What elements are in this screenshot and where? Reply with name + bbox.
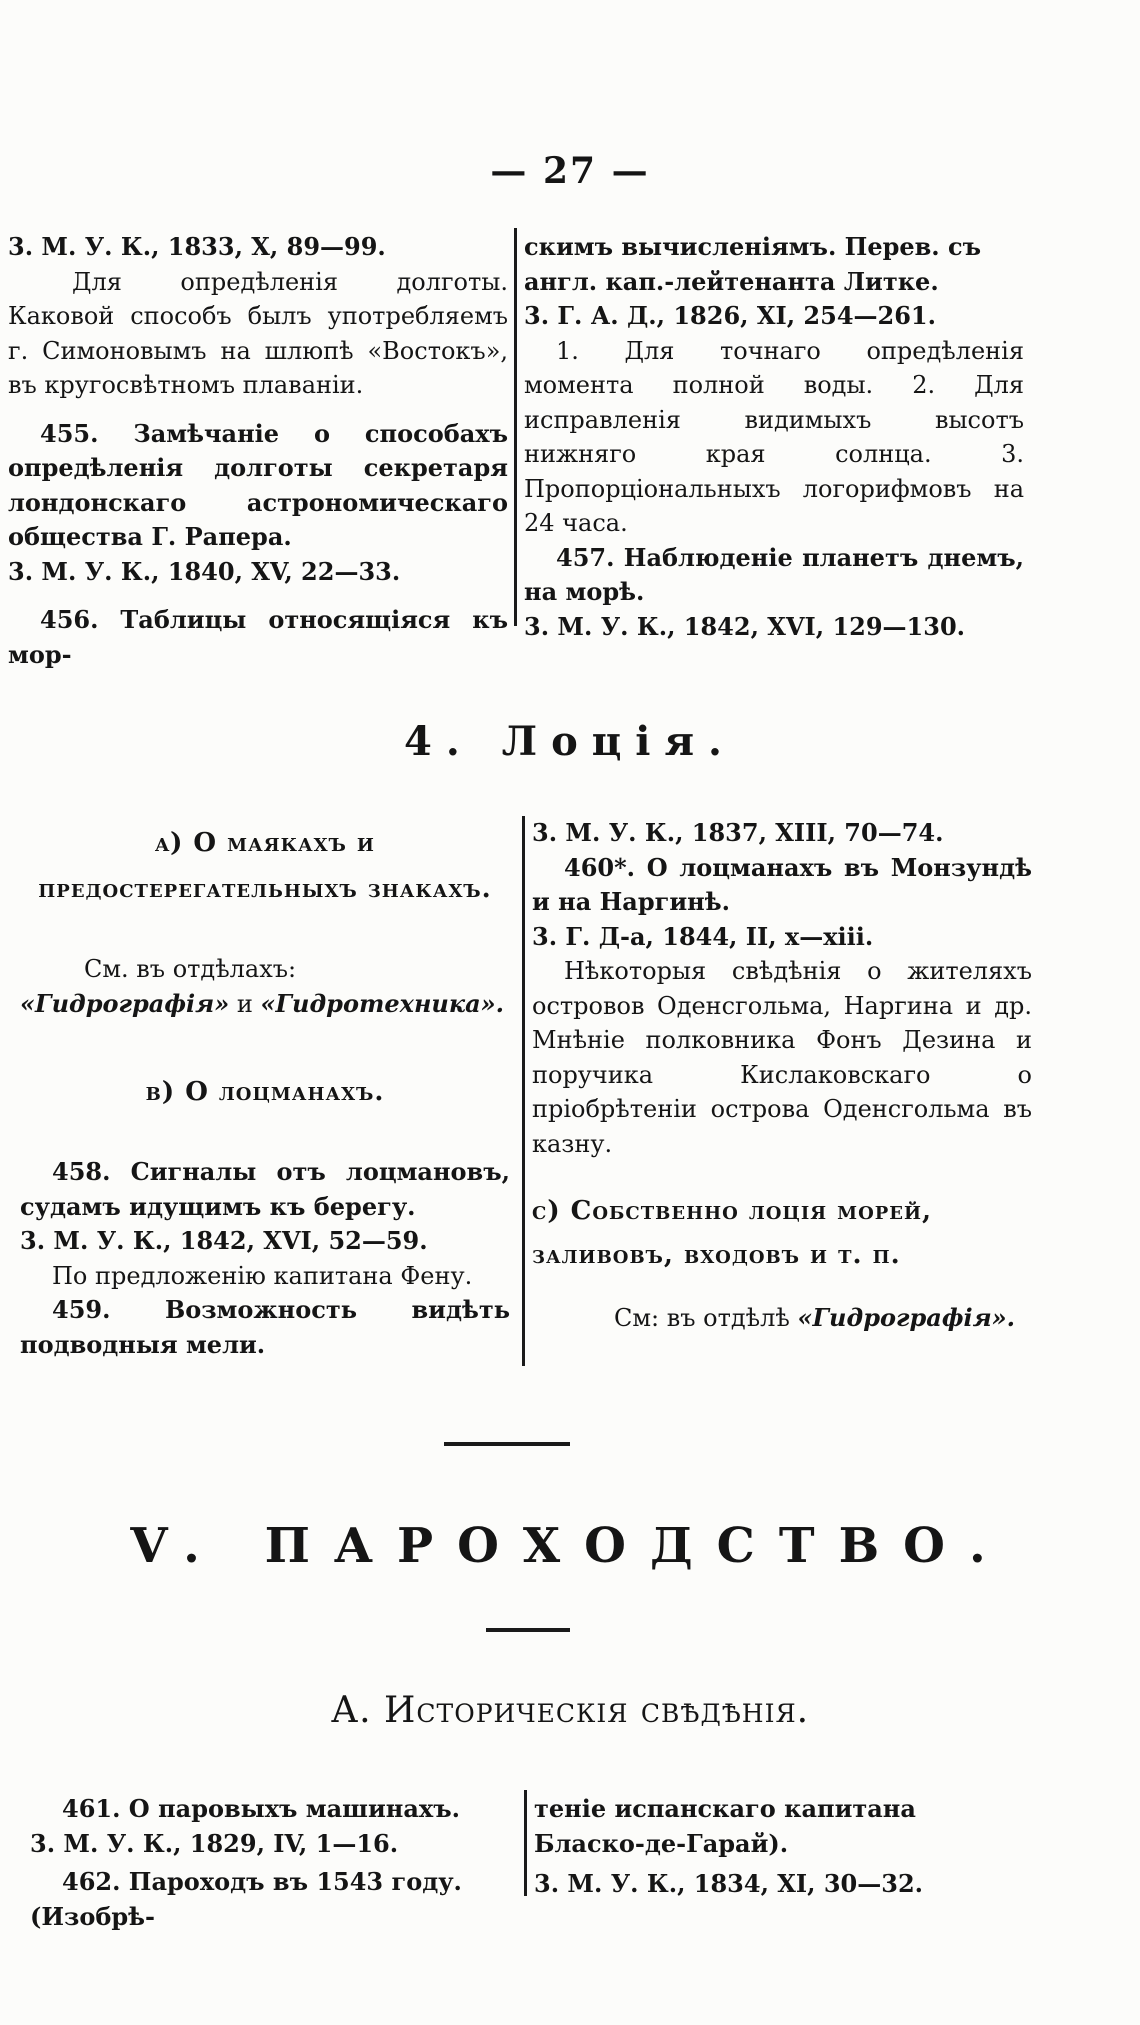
entry-note: 1. Для точнаго опредѣленія момента полной воды. 2. Для исправленія видимыхъ высотъ нижняго края солнца. 3. Пропорціональныхъ логорифмовъ на 24 часа. — [524, 336, 1024, 537]
column-divider — [522, 816, 525, 1366]
page-number: — 27 — — [490, 150, 650, 192]
entry-456: 456. Таблицы относящіяся къ мор- — [8, 605, 508, 669]
entry-note: По предложенію капитана Фену. — [52, 1261, 473, 1290]
entry-461: 461. О паровыхъ машинахъ. — [62, 1794, 460, 1823]
reference-line: 3. М. У. К., 1842, XVI, 129—130. — [524, 611, 966, 641]
column-divider — [524, 1790, 527, 1896]
reference-line: 3. Г. Д-а, 1844, II, x—xiii. — [532, 921, 874, 951]
see-prefix: См. въ отдѣлахъ: — [84, 955, 297, 983]
see-hydrography: «Гидрографія». — [797, 1303, 1016, 1332]
entry-462: 462. Пароходъ въ 1543 году. (Изобрѣ- — [30, 1867, 462, 1931]
entry-462-continued: теніе испанскаго капитана Бласко-де-Гарай). — [534, 1794, 916, 1858]
reference-line: 3. М. У. К., 1829, IV, 1—16. — [30, 1828, 399, 1858]
chapter-heading: V. ПАРОХОДСТВО. — [130, 1518, 1010, 1574]
entry-note: Нѣкоторыя свѣдѣнія о жителяхъ островов Оденсгольма, Наргина и др. Мнѣніе полковника Фонъ Дезина и поручика Кислаковскаго о пріобрѣтеніи острова Оденсгольма въ казну. — [532, 957, 1032, 1158]
cross-reference — [20, 952, 510, 1021]
entry-458: 458. Сигналы отъ лоцмановъ, судамъ идущимъ къ берегу. — [20, 1157, 510, 1221]
reference-line: 3. Г. А. Д., 1826, XI, 254—261. — [524, 301, 936, 330]
section-heading: 4. Лоція. — [404, 718, 736, 765]
section4-right-column — [532, 816, 1032, 1336]
subsection-c-heading: c) Собственно лоція морей, заливовъ, входовъ и т. п. — [532, 1196, 933, 1270]
entry-455: 455. Замѣчаніе о способахъ опредѣленія долготы секретаря лондонскаго астрономическаго общества Г. Рапера. — [8, 418, 508, 551]
see-hydrotechnics: «Гидротехника». — [260, 988, 505, 1018]
section5-right-column — [534, 1792, 1024, 1902]
entry-459: 459. Возможность видѣть подводныя мели. — [20, 1295, 510, 1359]
section-divider-rule — [486, 1628, 570, 1632]
subsection-a-heading: a) О маякахъ и предостерегательныхъ знакахъ. — [38, 828, 492, 904]
entry-460: 460*. О лоцманахъ въ Монзундѣ и на Наргинѣ. — [532, 852, 1032, 916]
see-and: и — [229, 989, 261, 1018]
subsection-heading: А. Историческія свѣдѣнія. — [330, 1690, 810, 1731]
cross-reference — [532, 1301, 1032, 1336]
section-divider-rule — [444, 1442, 570, 1446]
reference-line: 3. М. У. К., 1840, XV, 22—33. — [8, 556, 401, 586]
reference-line: 3. М. У. К., 1842, XVI, 52—59. — [20, 1226, 428, 1255]
section5-left-column — [30, 1792, 516, 1934]
column-divider — [514, 228, 517, 626]
top-left-column — [8, 230, 508, 672]
section4-left-column — [20, 820, 510, 1362]
see-prefix: См: въ отдѣлѣ — [614, 1304, 798, 1332]
top-right-column — [524, 230, 1024, 644]
entry-456-continued: скимъ вычисленіямъ. Перев. съ англ. кап.-лейтенанта Литке. — [524, 232, 982, 296]
subsection-b-heading: b) О лоцманахъ. — [145, 1077, 385, 1107]
entry-457: 457. Наблюденіе планетъ днемъ, на морѣ. — [524, 542, 1024, 606]
reference-line: 3. М. У. К., 1834, XI, 30—32. — [534, 1869, 923, 1898]
see-hydrography: «Гидрографія» — [20, 988, 230, 1018]
reference-line: 3. М. У. К., 1837, XIII, 70—74. — [532, 818, 944, 847]
entry-note: Для опредѣленія долготы. Каковой способъ былъ употребляемъ г. Симоновымъ на шлюпѣ «Востокъ», въ кругосвѣтномъ плаваніи. — [8, 267, 508, 399]
reference-line: 3. М. У. К., 1833, X, 89—99. — [8, 232, 386, 261]
